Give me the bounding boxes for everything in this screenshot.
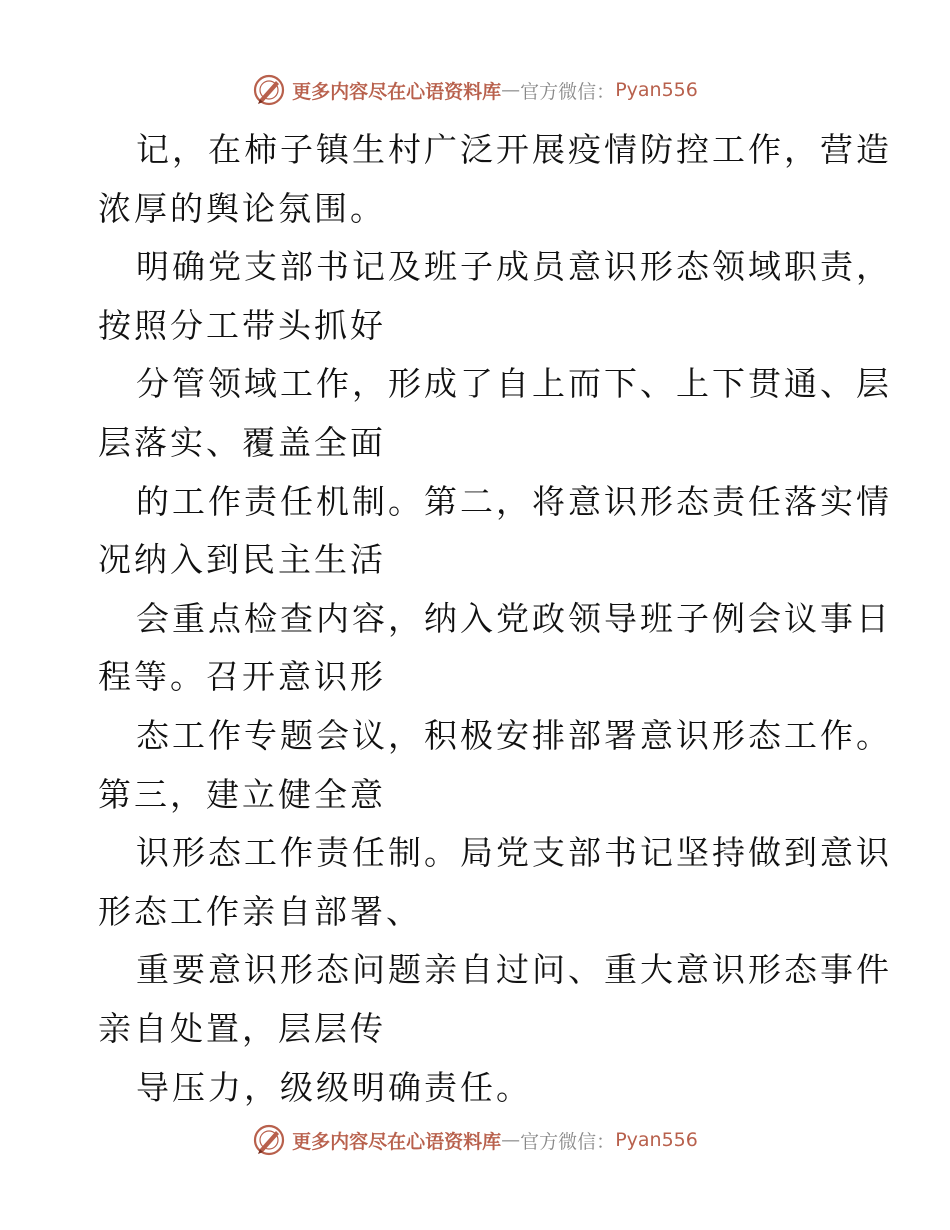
header-wechat-id: Pyan556: [615, 79, 698, 101]
header-separator: —: [501, 79, 521, 101]
footer-separator: —: [501, 1129, 521, 1151]
body-line: 识形态工作责任制。局党支部书记坚持做到意识: [136, 833, 892, 873]
header-brand-text: 更多内容尽在心语资料库: [292, 80, 502, 103]
footer-wechat-id: Pyan556: [615, 1129, 698, 1151]
body-line: 记，在柿子镇生村广泛开展疫情防控工作，营造: [136, 130, 892, 169]
footer-watermark: [0, 1120, 950, 1160]
body-line: 分管领域工作，形成了自上而下、上下贯通、层: [136, 364, 892, 404]
body-line: 态工作专题会议，积极安排部署意识形态工作。: [136, 715, 892, 755]
body-line: 形态工作亲自部署、: [98, 891, 422, 931]
body-line: 况纳入到民主生活: [98, 540, 386, 580]
body-line: 的工作责任机制。第二，将意识形态责任落实情: [136, 481, 892, 521]
body-line: 亲自处置，层层传: [98, 1008, 386, 1048]
body-line: 会重点检查内容，纳入党政领导班子例会议事日: [136, 598, 892, 638]
header-wechat-label: 官方微信：: [520, 80, 616, 103]
body-line: 第三，建立健全意: [98, 774, 386, 814]
body-line: 层落实、覆盖全面: [98, 422, 386, 462]
body-line: 按照分工带头抓好: [98, 305, 386, 345]
header-watermark: [0, 70, 950, 110]
body-line: 程等。召开意识形: [98, 657, 386, 697]
document-body: [98, 121, 892, 1117]
body-line: 重要意识形态问题亲自过问、重大意识形态事件: [136, 950, 892, 990]
body-line: 明确党支部书记及班子成员意识形态领域职责，: [136, 247, 892, 287]
footer-wechat-label: 官方微信：: [520, 1130, 616, 1153]
pen-logo-icon: [252, 1123, 286, 1157]
pen-logo-icon: [252, 73, 286, 107]
body-line: 浓厚的舆论氛围。: [98, 188, 386, 228]
footer-brand-text: 更多内容尽在心语资料库: [292, 1130, 502, 1153]
body-line: 导压力，级级明确责任。: [136, 1067, 532, 1107]
